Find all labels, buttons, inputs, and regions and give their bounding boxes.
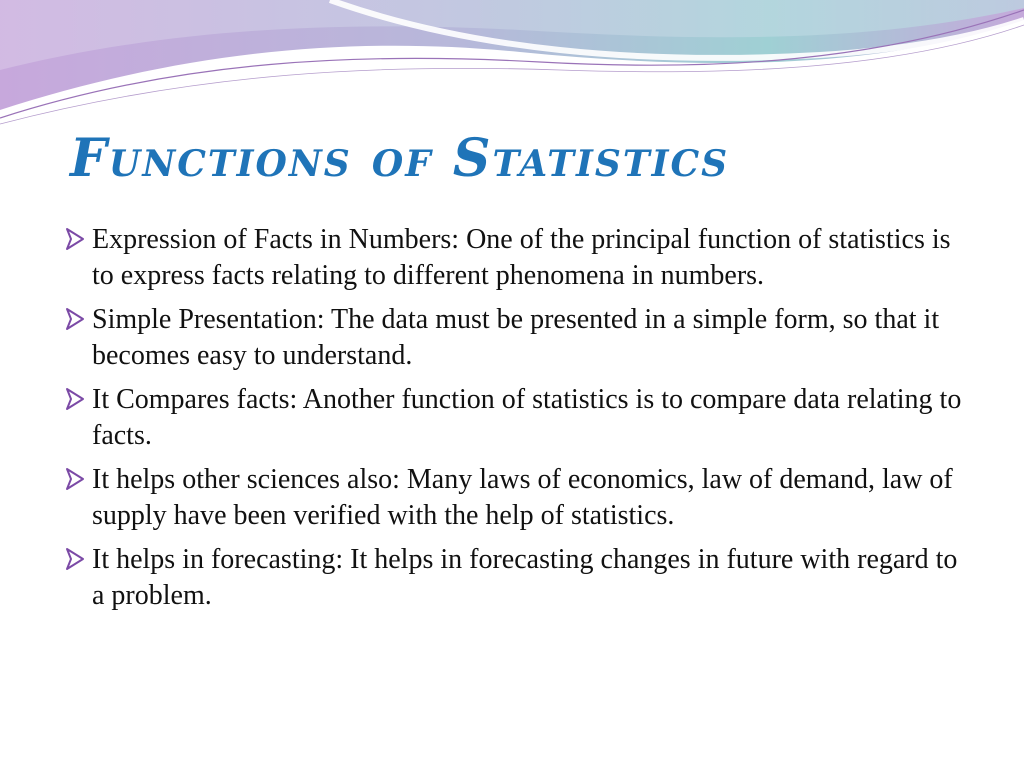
arrow-bullet-icon [64, 306, 86, 332]
arrow-bullet-icon [64, 466, 86, 492]
bullet-item [62, 382, 962, 454]
bullet-list [62, 222, 962, 622]
bullet-text: It helps other sciences also: Many laws of economics, law of demand, law of supply have been verified with the help of statistics. [92, 464, 953, 531]
arrow-bullet-icon [64, 226, 86, 252]
bullet-item [62, 302, 962, 374]
arrow-bullet-icon [64, 546, 86, 572]
bullet-item [62, 222, 962, 294]
bullet-item [62, 462, 962, 534]
bullet-item [62, 542, 962, 614]
bullet-text: Expression of Facts in Numbers: One of the principal function of statistics is to express facts relating to different phenomena in numbers. [92, 224, 951, 291]
decorative-wave-banner [0, 0, 1024, 130]
slide-title: Functions of Statistics [70, 128, 730, 189]
arrow-bullet-icon [64, 386, 86, 412]
bullet-text: Simple Presentation: The data must be presented in a simple form, so that it becomes easy to understand. [92, 304, 940, 371]
bullet-text: It Compares facts: Another function of statistics is to compare data relating to facts. [92, 384, 962, 451]
bullet-text: It helps in forecasting: It helps in forecasting changes in future with regard to a problem. [92, 544, 958, 611]
